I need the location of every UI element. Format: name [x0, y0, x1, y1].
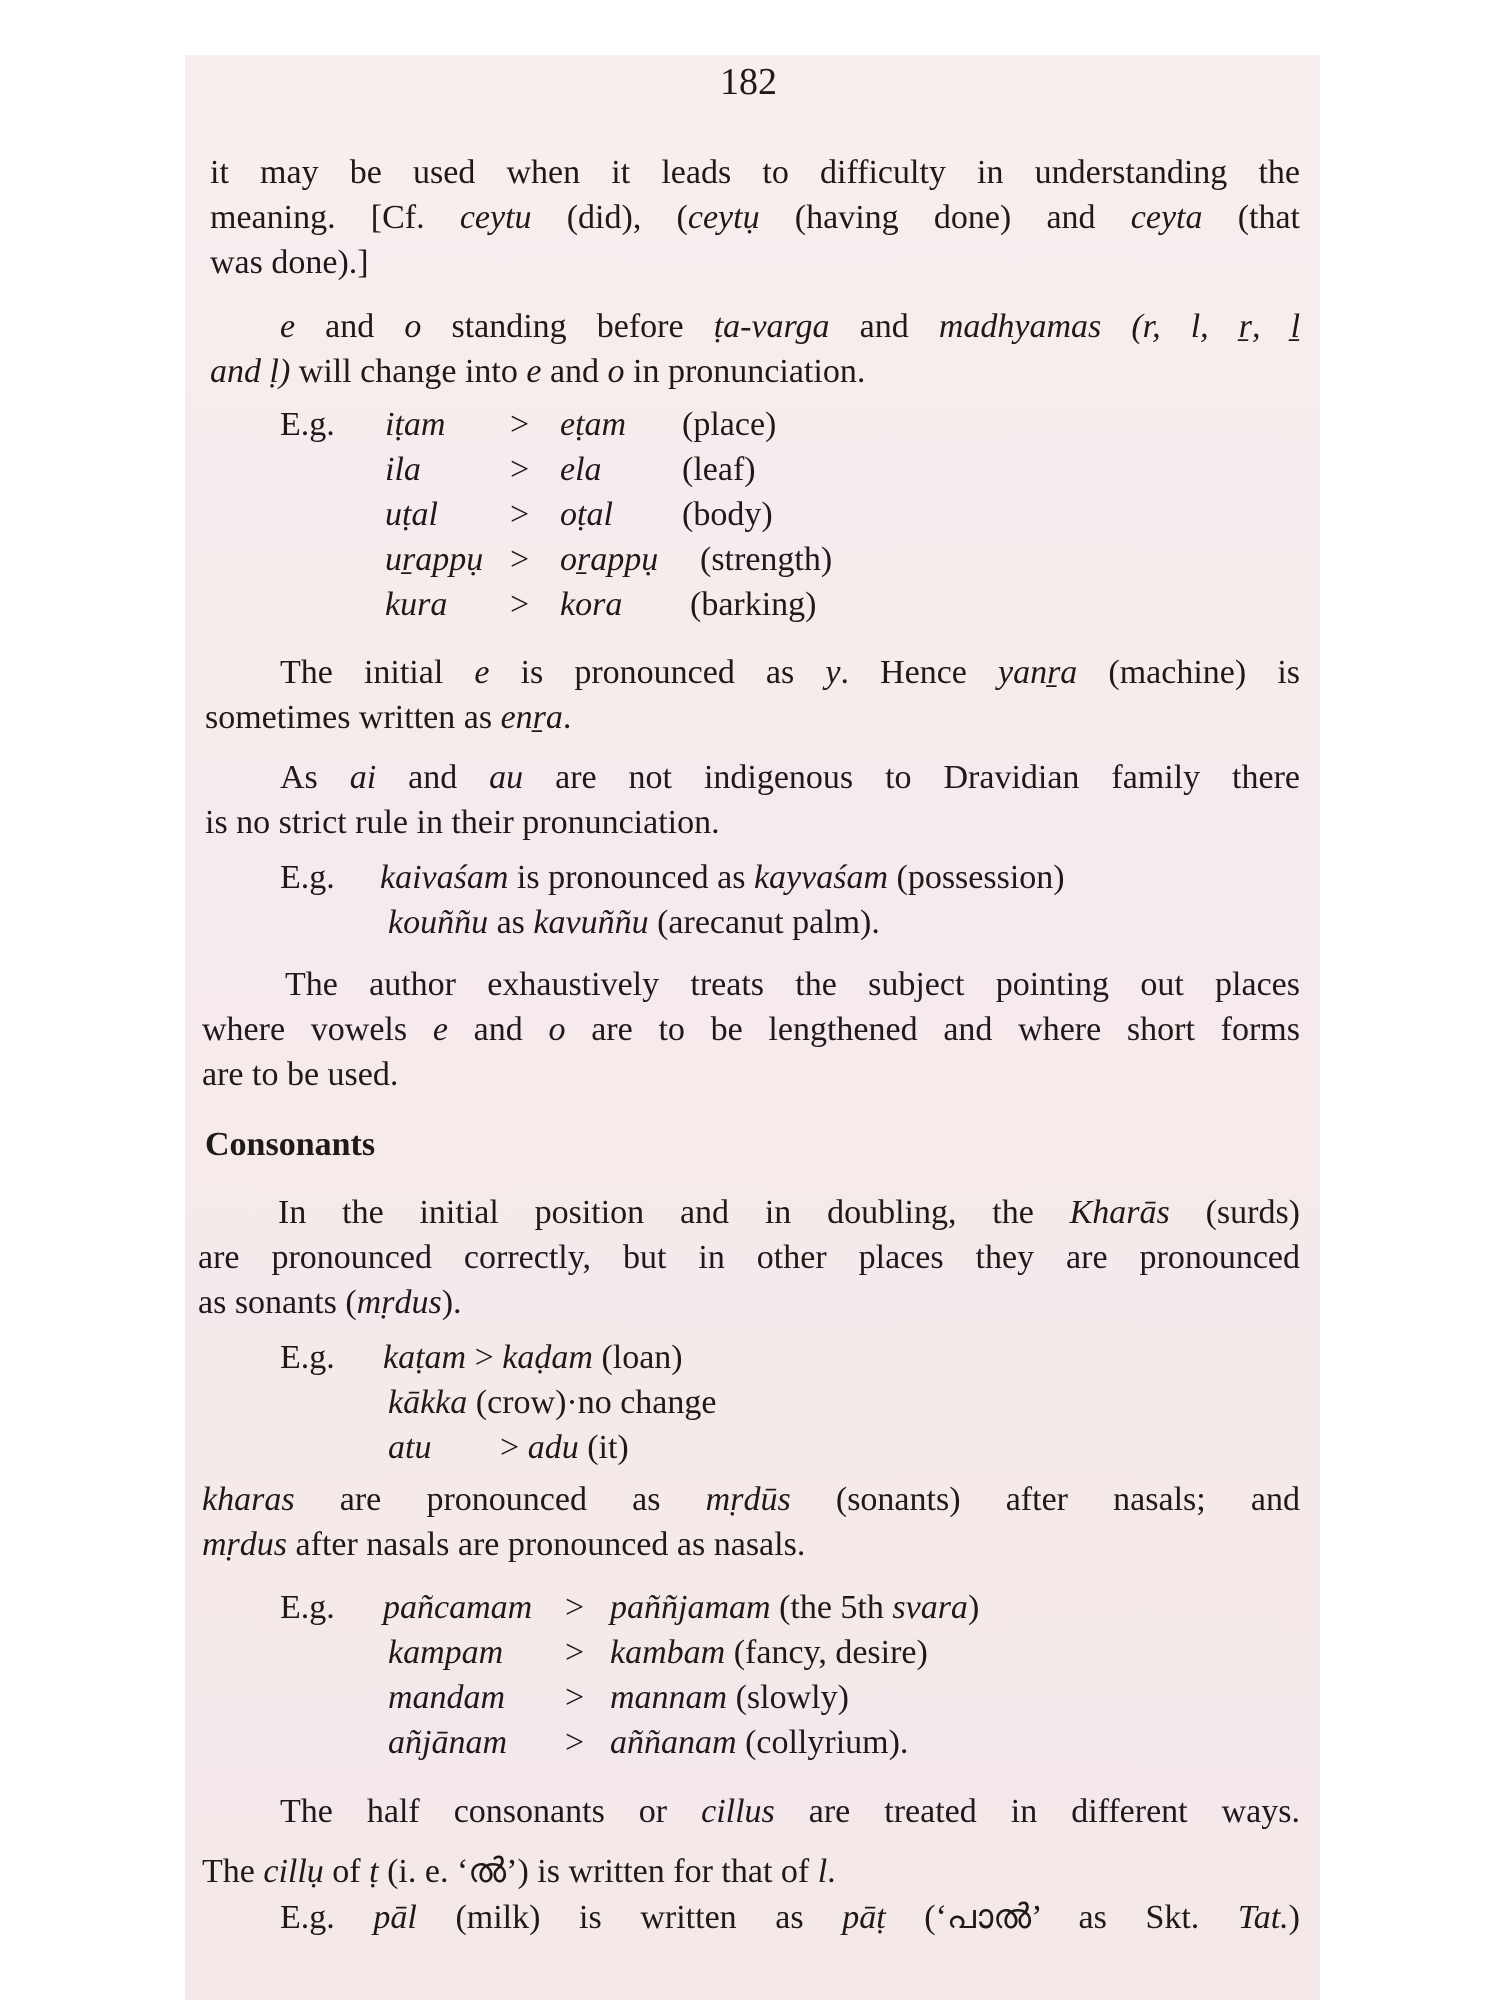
example-row: kākka (crow)·no change [388, 1384, 717, 1421]
example-row: uṭal [385, 496, 438, 533]
example-row: kura [385, 586, 448, 623]
example-row: pañcamam [383, 1589, 533, 1626]
page-number: 182 [720, 61, 777, 103]
p1-line2: meaning. [Cf. ceytu (did), (ceytụ (having done) and ceyta (that [210, 199, 1300, 236]
section-heading: Consonants [205, 1126, 376, 1163]
example-row: añjānam [388, 1724, 507, 1761]
example-row: kaivaśam is pronounced as kayvaśam (possession) [380, 859, 1065, 896]
example-row: atu [388, 1429, 432, 1466]
paragraph-8: The half consonants or cillus are treated in different ways. The cillụ of ṭ (i. e. ‘ൽ’) is written for that of l. [202, 1793, 1300, 1890]
example-label: E.g. [280, 1589, 335, 1626]
example-row: kaṭam > kaḍam (loan) [383, 1339, 683, 1376]
paragraph-3: The initial e is pronounced as y. Hence yanṟa (machine) is sometimes written as enṟa. [205, 654, 1300, 736]
example-row: ila [385, 451, 421, 488]
example-label: E.g. [280, 1339, 335, 1376]
example-row: kouññu as kavuññu (arecanut palm). [388, 904, 880, 941]
example-row: mandam [388, 1679, 506, 1716]
example-row: kampam [388, 1634, 504, 1671]
p1-line3: was done).] [210, 244, 369, 281]
paragraph-5: The author exhaustively treats the subject pointing out places where vowels e and o are to be lengthened and where short forms are to be used. [202, 966, 1300, 1093]
example-row: uṟappụ [385, 541, 484, 578]
paragraph-4: As ai and au are not indigenous to Dravidian family there is no strict rule in their pronunciation. [205, 759, 1301, 841]
example-row: iṭam [385, 406, 446, 443]
example-label: E.g. [280, 859, 335, 896]
paragraph-2: e and o standing before ṭa-varga and madhyamas (r, l, ṟ, ḻ and ḷ) will change into e and o in pronunciation. [210, 308, 1301, 390]
example-label: E.g. [280, 406, 335, 443]
p1-line1: it may be used when it leads to difficulty in understanding the [210, 154, 1300, 191]
paragraph-7: kharas are pronounced as mṛdūs (sonants) after nasals; and mṛdus after nasals are pronounced as nasals. [202, 1481, 1300, 1563]
paragraph-1 [210, 150, 1300, 285]
example-5: E.g. pāl (milk) is written as pāṭ (‘പാൽ’ as Skt. Tat.) [280, 1899, 1300, 1936]
paragraph-6: In the initial position and in doubling, the Kharās (surds) are pronounced correctly, but in other places they are pronounced as sonants (mṛdus). [198, 1194, 1300, 1321]
